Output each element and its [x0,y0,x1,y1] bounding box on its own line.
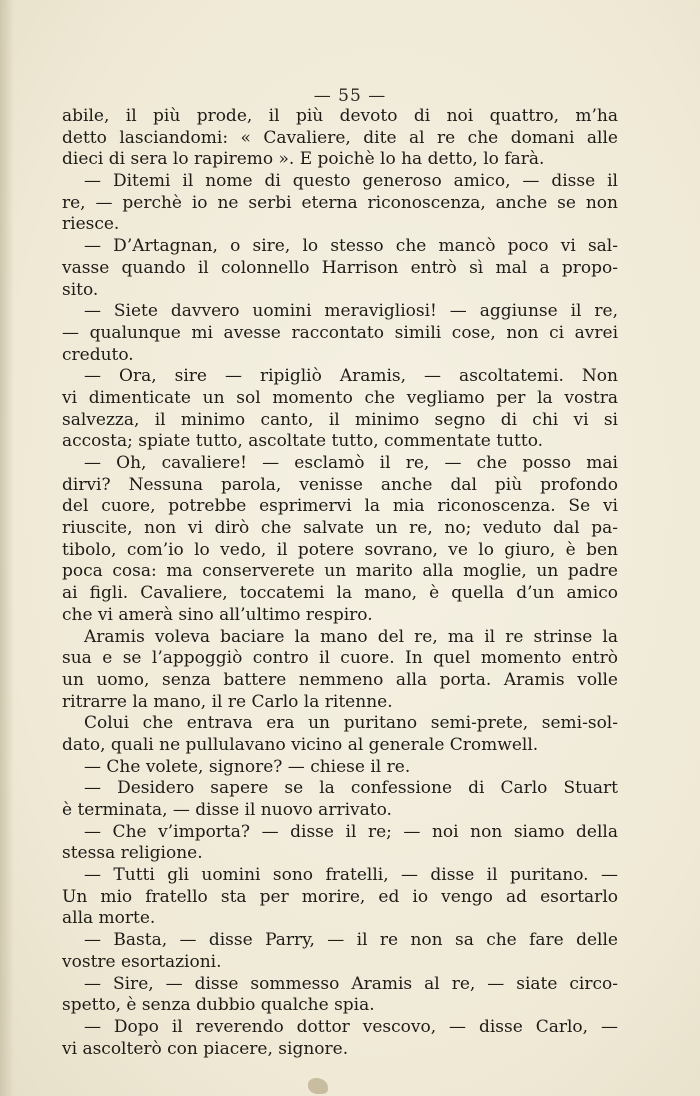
text-line: Colui che entrava era un puritano semi-prete, semi-sol- [84,713,618,734]
text-line: riuscite, non vi dirò che salvate un re, no; veduto dal pa- [62,518,618,539]
text-line: — Ditemi il nome di questo generoso amico, — disse il [84,171,618,192]
text-line: creduto. [62,344,134,365]
text-line: un uomo, senza battere nemmeno alla porta. Aramis volle [62,669,618,690]
text-line: detto lasciandomi: « Cavaliere, dite al re che domani alle [62,127,618,148]
text-line: poca cosa: ma conserverete un marito alla moglie, un padre [62,561,618,582]
text-line: dirvi? Nessuna parola, venisse anche dal più profondo [62,474,618,495]
text-line: è terminata, — disse il nuovo arrivato. [62,800,392,820]
text-line: — Siete davvero uomini meravigliosi! — aggiunse il re, [84,301,618,322]
text-line: abile, il più prode, il più devoto di noi quattro, m’ha [62,106,618,126]
page-number: — 55 — [313,86,387,106]
text-line: dato, quali ne pullulavano vicino al generale Cromwell. [62,734,539,755]
text-line: — Che volete, signore? — chiese il re. [84,756,411,777]
text-line: ai figli. Cavaliere, toccatemi la mano, è quella d’un amico [62,583,618,604]
text-line: sito. [62,279,99,300]
text-line: — Tutti gli uomini sono fratelli, — disse il puritano. — [84,865,618,886]
text-line: vi dimenticate un sol momento che vegliamo per la vostra [62,387,618,408]
text-line: dieci di sera lo rapiremo ». E poichè lo ha detto, lo farà. [62,149,545,170]
text-line: — Dopo il reverendo dottor vescovo, — disse Carlo, — [84,1016,618,1037]
text-line: — qualunque mi avesse raccontato simili cose, non ci avrei [62,322,618,343]
text-line: spetto, è senza dubbio qualche spia. [62,995,375,1016]
text-line: del cuore, potrebbe esprimervi la mia riconoscenza. Se vi [62,496,618,517]
text-line: Aramis voleva baciare la mano del re, ma il re strinse la [84,626,618,647]
text-line: — Sire, — disse sommesso Aramis al re, — siate circo- [84,973,618,994]
text-line: sua e se l’appoggiò contro il cuore. In quel momento entrò [62,648,618,669]
text-line: alla morte. [62,908,156,929]
page-edge-shadow [0,0,14,1096]
text-line: vi ascolterò con piacere, signore. [62,1038,349,1059]
text-line: Un mio fratello sta per morire, ed io vengo ad esortarlo [62,886,618,907]
body-text [62,106,618,1060]
text-line: — Basta, — disse Parry, — il re non sa che fare delle [84,930,618,951]
text-line: — D’Artagnan, o sire, lo stesso che mancò poco vi sal- [84,236,618,257]
text-line: che vi amerà sino all’ultimo respiro. [62,604,373,625]
ink-smudge [308,1078,328,1094]
text-line: — Ora, sire — ripigliò Aramis, — ascoltatemi. Non [84,366,618,387]
text-line: stessa religione. [62,843,203,864]
text-line: — Che v’importa? — disse il re; — noi non siamo della [84,821,618,842]
text-line: accosta; spiate tutto, ascoltate tutto, commentate tutto. [62,431,544,452]
text-line: riesce. [62,214,120,235]
text-line: salvezza, il minimo canto, il minimo segno di chi vi si [62,409,618,430]
text-line: vasse quando il colonnello Harrison entrò sì mal a propo- [62,257,618,278]
text-line: — Oh, cavaliere! — esclamò il re, — che posso mai [84,453,618,473]
text-line: re, — perchè io ne serbi eterna riconoscenza, anche se non [62,192,618,213]
text-line: vostre esortazioni. [62,951,222,972]
text-line: — Desidero sapere se la confessione di Carlo Stuart [84,778,618,799]
text-line: tibolo, com’io lo vedo, il potere sovrano, ve lo giuro, è ben [62,539,618,560]
text-line: ritrarre la mano, il re Carlo la ritenne. [62,691,393,712]
